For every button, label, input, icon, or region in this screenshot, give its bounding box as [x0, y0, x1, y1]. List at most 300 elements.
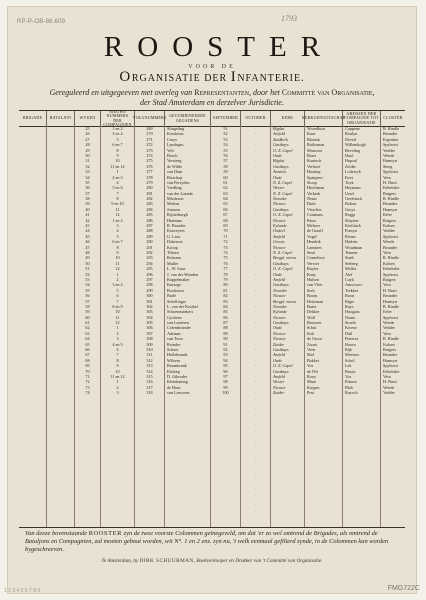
table-cell: Cuyk	[345, 276, 355, 282]
table-cell: 74	[85, 390, 90, 396]
table-cell-dot: ·	[254, 400, 257, 406]
table-cell: Adriaan	[167, 330, 181, 336]
table-cell: Nieuwe	[273, 201, 286, 207]
table-cell: R. Rindle	[383, 303, 400, 309]
table-cell: Alef	[345, 271, 353, 277]
table-cell-dot: ·	[254, 255, 257, 261]
table-cell-dot: ·	[254, 352, 257, 358]
table-cell: Kalsen	[383, 260, 395, 266]
table-cell: 69	[223, 223, 228, 229]
table-cell: 65	[223, 201, 228, 207]
table-cell-dot: ·	[254, 503, 257, 509]
table-cell: H. Bruit	[383, 379, 397, 385]
table-cell: Oude	[273, 325, 283, 331]
table-cell: Vos	[345, 373, 352, 379]
table-cell: 3 en 4	[112, 131, 123, 137]
table-cell: 272	[146, 142, 153, 148]
table-cell: Groote	[273, 239, 285, 245]
table-cell: 48	[85, 249, 90, 255]
table-cell: van Toon	[167, 336, 183, 342]
column-header: KERK	[271, 111, 305, 126]
column-header: NIEUWE NUMMERS DER COMPAGNIEN	[101, 111, 135, 126]
table-cell: Vein	[383, 373, 391, 379]
table-cell: Vedder	[383, 325, 395, 331]
table-cell: 7	[116, 352, 119, 358]
table-cell: 317	[146, 384, 153, 390]
table-cell: Schut	[307, 325, 317, 331]
table-cell: Nieuwe	[273, 336, 286, 342]
table-cell: Deveil	[345, 136, 357, 142]
table-cell-empty	[75, 520, 100, 525]
table-cell: Spyhorst	[383, 142, 398, 148]
table-cell: 52	[85, 271, 90, 277]
table-cell: Boulyn	[345, 131, 358, 137]
table-cell: Kieftinck	[345, 223, 361, 229]
table-cell: 55	[223, 147, 228, 153]
footer-part: Van deeze bovenstaande	[25, 530, 89, 537]
table-cell: Geelvinck	[345, 196, 363, 202]
table-cell: 8	[116, 244, 119, 250]
table-cell-dot: ·	[254, 357, 257, 363]
table-cell-dot: ·	[254, 244, 257, 250]
table-cell: 289	[146, 233, 153, 239]
table-cell: Zwart	[307, 341, 317, 347]
table-cell: de Groot	[307, 336, 322, 342]
table-cell: Eebelsder	[383, 185, 400, 191]
table-cell: 52	[223, 131, 228, 137]
table-cell: 82	[223, 293, 228, 299]
table-cell: Melsers	[307, 223, 321, 229]
table-cell: Vedder	[383, 390, 395, 396]
table-cell: 62	[85, 325, 90, 331]
table-cell-dot: ·	[254, 471, 257, 476]
table-cell: Pauw	[307, 217, 317, 223]
table-cell: 68	[223, 217, 228, 223]
table-cell: Gasthuys	[273, 206, 289, 212]
table-cell: 8	[116, 196, 119, 202]
table-cell: 275	[146, 158, 153, 164]
table-cell: 299	[146, 287, 153, 293]
table-cell: Gruys	[345, 206, 356, 212]
table-column	[381, 126, 405, 527]
table-cell: 51	[85, 266, 90, 272]
table-cell: 307	[146, 330, 153, 336]
table-cell-dot: ·	[254, 152, 257, 158]
table-cell: Verhoef	[307, 163, 321, 169]
table-cell: 61	[85, 320, 90, 326]
table-cell: Dakeroot	[167, 239, 183, 245]
table-column	[271, 126, 305, 527]
table-cell: Gasthuys	[273, 260, 289, 266]
table-cell: 71	[223, 233, 228, 239]
table-cell: 7	[116, 190, 119, 196]
table-cell-dot: ·	[254, 347, 257, 353]
table-cell: O. Z. Capel	[273, 212, 293, 218]
table-cell: 31	[85, 158, 90, 164]
table-cell: 4 en 5	[112, 341, 123, 347]
table-cell: 34	[85, 174, 90, 180]
table-cell-dot: ·	[254, 223, 257, 229]
table-cell: Bergpl. nieuw	[273, 298, 297, 304]
table-cell: Gasthuys	[273, 142, 289, 148]
table-cell: 25	[85, 126, 90, 131]
table-cell: 97	[223, 373, 228, 379]
table-cell-dot: ·	[254, 433, 257, 439]
table-cell: Wester	[273, 185, 285, 191]
table-cell: Amfeld	[273, 276, 285, 282]
table-cell: 33	[85, 169, 90, 175]
table-cell: 6 en 7	[112, 239, 123, 245]
table-cell-dot: ·	[254, 309, 257, 315]
table-cell: O. Z. Capel	[273, 147, 293, 153]
table-cell: Hamsyn	[383, 206, 397, 212]
table-column	[47, 126, 75, 527]
intro-part: Gereguleerd en uitgegeeven met overleg van	[49, 88, 195, 97]
table-cell: L. W. Suus	[167, 266, 186, 272]
table-cell: Weede	[383, 239, 395, 245]
table-cell: Amfeld	[273, 373, 285, 379]
table-cell: Willemkogh	[345, 142, 366, 148]
table-cell: Stadt	[345, 255, 354, 261]
table-cell-empty	[47, 520, 74, 525]
table-cell: Nieuwe	[273, 244, 286, 250]
table-cell: Versteeg	[167, 158, 182, 164]
table-cell: Eebelsder	[383, 266, 400, 272]
table-cell: Boon	[345, 293, 355, 299]
table-cell: 86	[223, 314, 228, 320]
table-cell: 38	[85, 196, 90, 202]
table-cell: Nieuwe	[273, 314, 286, 320]
table-cell: van Lanteren	[167, 320, 189, 326]
table-cell: 293	[146, 255, 153, 261]
table-cell: 66	[223, 206, 228, 212]
table-cell: 99	[223, 384, 228, 390]
table-cell-dot: ·	[254, 239, 257, 245]
table-cell: Boomkrank	[167, 363, 187, 369]
table-cell: 2	[116, 384, 119, 390]
table-cell: Keet	[345, 174, 353, 180]
table-cell: Tiboen	[167, 249, 179, 255]
table-cell: Oude	[273, 152, 283, 158]
shelf-mark: FMG722C	[387, 585, 420, 592]
table-cell: Ruys	[345, 303, 354, 309]
table-cell: Nauta	[345, 314, 355, 320]
table-cell: H. Bruit	[383, 287, 397, 293]
table-cell: 6	[116, 293, 119, 299]
table-cell: 77	[223, 266, 228, 272]
table-cell: 70	[223, 228, 228, 234]
table-cell-empty	[381, 520, 405, 525]
table-cell: 73	[85, 384, 90, 390]
table-cell: Zuidkerk	[273, 136, 288, 142]
table-cell: Eeler	[383, 309, 392, 315]
table-cell: Pietersz	[345, 336, 359, 342]
subtitle-initial-i: I	[230, 69, 238, 85]
table-cell: 74	[223, 249, 228, 255]
column-header: BRIGADE	[19, 111, 47, 126]
footer-rooster: ROOSTER	[88, 530, 123, 537]
column-header: WYKEN	[75, 111, 101, 126]
table-cell: Cornelisse	[307, 255, 325, 261]
table-cell: Verwer	[307, 260, 320, 266]
table-column	[19, 126, 47, 527]
table-cell: Noorder	[273, 196, 288, 202]
table-cell: 2	[116, 276, 119, 282]
table-cell: 1	[116, 379, 119, 385]
table-column	[75, 126, 101, 527]
table-cell: Oude	[273, 357, 283, 363]
table-cell-dot: ·	[254, 492, 257, 498]
table-cell: Melles	[345, 266, 357, 272]
table-cell: Weede	[383, 384, 395, 390]
table-cell: 301	[146, 298, 153, 304]
table-cell: 304	[146, 314, 153, 320]
table-cell: 279	[146, 179, 153, 185]
table-cell: 5	[116, 233, 119, 239]
table-cell: H. Bruit	[383, 179, 397, 185]
table-cell-empty	[271, 520, 304, 525]
table-cell: Eylande	[273, 309, 287, 315]
table-cell: Duits	[307, 201, 317, 207]
table-cell: Gasthuys	[273, 282, 289, 288]
table-cell: 5 en 6	[112, 185, 123, 191]
table-cell: 84	[223, 303, 228, 309]
table-cell: Amstels	[273, 169, 287, 175]
table-cell: Beunder	[383, 293, 398, 299]
table-cell: 58	[85, 303, 90, 309]
table-cell-dot: ·	[254, 158, 257, 164]
table-cell: Beveling	[345, 147, 361, 153]
table-cell: Gasthuys	[273, 320, 289, 326]
table-cell-dot: ·	[254, 508, 257, 514]
table-cell: Eylande	[273, 223, 287, 229]
table-cell-dot: ·	[254, 293, 257, 299]
table-cell: 67	[223, 212, 228, 218]
document-title: ROOSTER	[103, 31, 335, 63]
table-cell: 316	[146, 379, 153, 385]
table-cell: 312	[146, 357, 153, 363]
table-cell-empty	[135, 520, 164, 525]
table-cell: Nieuwe	[273, 217, 286, 223]
table-cell: 94	[223, 357, 228, 363]
table-cell: 91	[223, 341, 228, 347]
table-cell: Vein	[383, 330, 391, 336]
table-cell: Schol	[345, 357, 355, 363]
table-cell: Ruiltsman	[307, 142, 325, 148]
table-cell-dot: ·	[254, 201, 257, 207]
table-cell: 305	[146, 320, 153, 326]
table-cell: Amfeld	[273, 131, 285, 137]
table-cell-dot: ·	[254, 190, 257, 196]
table-cell: Ebart	[307, 152, 317, 158]
table-cell: Vedder	[383, 147, 395, 153]
table-cell: D. Gibroder	[167, 373, 188, 379]
table-cell: Nieuwe	[273, 330, 286, 336]
table-cell: 1 en 2	[112, 126, 123, 131]
intro-committe: Committé van Organisatie	[281, 88, 373, 97]
table-cell-dot: ·	[254, 444, 257, 450]
table-cell-dot: ·	[254, 427, 257, 433]
table-cell: Toyk	[345, 179, 354, 185]
table-cell: Bisschop	[167, 174, 183, 180]
table-cell: Bolten	[345, 201, 357, 207]
table-cell: Vein	[383, 249, 391, 255]
table-cell: 5	[116, 136, 119, 142]
table-header-row	[19, 110, 405, 127]
table-cell: Bijplat	[273, 126, 285, 131]
intro-part: ,	[372, 88, 375, 97]
table-cell-dot: ·	[254, 411, 257, 417]
table-cell: Wolf	[307, 314, 316, 320]
table-cell: Lyndegau	[167, 142, 184, 148]
table-cell: 79	[223, 276, 228, 282]
intro-representanten: Representanten	[194, 88, 249, 97]
table-cell-dot: ·	[254, 271, 257, 277]
table-cell: Harlem	[345, 239, 358, 245]
archive-mark: RP-P-OB-86.609	[17, 19, 66, 25]
table-cell: Spyhorst	[383, 233, 398, 239]
table-cell: 300	[146, 293, 153, 299]
table-cell: Rooy	[307, 373, 317, 379]
table-cell: Ondeel	[273, 228, 286, 234]
table-cell-dot: ·	[254, 454, 257, 460]
table-cell: 3 en 4	[112, 282, 123, 288]
table-cell: Sieberg	[345, 260, 358, 266]
table-cell: de Wit	[307, 368, 319, 374]
table-cell: 60	[223, 174, 228, 180]
table-cell: Steeg	[383, 163, 393, 169]
table-cell: Kessleton	[167, 131, 184, 137]
table-cell: 8 en 9	[112, 303, 123, 309]
footer-part: zyn de twee voorste Colommen geïnegeveld, om dat 'er zo wel omtrend de Brigades, als omtrend de Bataljons en Compagnien, zal moeten gebout worden, wit N°. 1 en 2 enz. zyn nu, 't welk eenmaal gefilterd zynde, in de Colommen kan worden bygeschreeven.	[25, 530, 389, 553]
table-cell: 6 en 7	[112, 142, 123, 148]
table-cell: Velt	[167, 147, 174, 153]
table-cell: Rutgers	[383, 276, 397, 282]
table-cell: 69	[85, 363, 90, 369]
intro-part: , door het	[248, 88, 282, 97]
table-cell-dot: ·	[254, 196, 257, 202]
table-cell: Haaring	[307, 169, 321, 175]
table-cell: Lodewyk	[345, 169, 361, 175]
table-cell-empty	[101, 520, 134, 525]
table-cell-dot: ·	[254, 217, 257, 223]
table-cell: Ergenhot	[383, 136, 399, 142]
table-cell: Verkerk	[307, 190, 321, 196]
table-cell: Smit	[307, 249, 315, 255]
table-cell: Beunder	[383, 244, 398, 250]
table-cell: 11 en 12	[110, 163, 125, 169]
table-cell: Kappelmaker	[167, 276, 190, 282]
table-cell: 282	[146, 196, 153, 202]
table-cell: Rijpe	[345, 298, 355, 304]
table-cell: R. Brouder	[167, 223, 186, 229]
table-cell-dot: ·	[254, 476, 257, 482]
table-cell: 296	[146, 271, 153, 277]
table-cell: 4	[116, 228, 119, 234]
broadside-sheet	[7, 6, 417, 594]
table-cell-dot: ·	[254, 320, 257, 326]
table-cell: 5	[116, 287, 119, 293]
table-cell: Maas	[307, 379, 317, 385]
table-cell-dot: ·	[254, 368, 257, 374]
table-cell: Hollebrands	[167, 352, 188, 358]
table-cell: 71	[85, 373, 90, 379]
table-cell: Zelder	[345, 163, 356, 169]
table-cell: Woordhuis	[307, 126, 326, 131]
table-cell: 42	[85, 217, 90, 223]
table-cell: 70	[85, 368, 90, 374]
table-cell: 87	[223, 320, 228, 326]
table-column	[101, 126, 135, 527]
table-cell: 313	[146, 363, 153, 369]
table-cell: Veen	[307, 347, 316, 353]
column-header: GRENZEN DER COMPAGNIE TOT ORGANISATIE	[343, 111, 381, 126]
table-cell-dot: ·	[254, 373, 257, 379]
column-header: BATALJON	[47, 111, 75, 126]
table-cell: Reitsma	[167, 255, 181, 261]
table-cell: 4	[116, 179, 119, 185]
table-cell: 66	[85, 347, 90, 353]
table-cell: Hoorn	[345, 341, 356, 347]
table-cell: 274	[146, 152, 153, 158]
table-cell: 294	[146, 260, 153, 266]
table-cell: 89	[223, 330, 228, 336]
table-cell: Visscher	[307, 206, 322, 212]
table-cell: Rutgers	[383, 190, 397, 196]
table-cell: Hamsyn	[383, 357, 397, 363]
table-column	[135, 126, 165, 527]
table-cell: Dull	[345, 330, 353, 336]
table-cell-dot: ·	[254, 497, 257, 503]
table-cell: Rijsterburgh	[167, 212, 188, 218]
table-cell: Vredling	[167, 185, 182, 191]
table-cell: Gysberts	[167, 314, 182, 320]
table-cell: 46	[85, 239, 90, 245]
table-cell: Nieuwe	[273, 293, 286, 299]
table-cell: 63	[223, 190, 228, 196]
table-cell: Weede	[383, 320, 395, 326]
table-cell-dot: ·	[254, 417, 257, 423]
table-cell: 76	[223, 260, 228, 266]
table-cell: G. Lans	[167, 233, 181, 239]
table-cell: 281	[146, 190, 153, 196]
table-cell: van Persyden	[167, 179, 190, 185]
table-column	[241, 126, 271, 527]
table-cell: Bosch	[167, 152, 178, 158]
table-cell: 59	[85, 309, 90, 315]
table-cell: Batlé	[167, 293, 176, 299]
table-cell-dot: ·	[254, 514, 257, 520]
table-cell: 88	[223, 325, 228, 331]
table-cell-dot: ·	[254, 465, 257, 471]
table-cell: O. Z. Capel	[273, 363, 293, 369]
table-cell-dot: ·	[254, 363, 257, 369]
table-column	[165, 126, 211, 527]
table-cell: 90	[223, 336, 228, 342]
table-cell: Rutgers	[383, 217, 397, 223]
table-cell-dot: ·	[254, 460, 257, 466]
table-cell: 26	[85, 131, 90, 137]
table-cell: 98	[223, 379, 228, 385]
table-cell: Kaas	[307, 131, 316, 137]
table-cell: 295	[146, 266, 153, 272]
table-cell: van Dam	[167, 169, 183, 175]
table-cell: 63	[85, 330, 90, 336]
table-cell: 308	[146, 336, 153, 342]
table-cell: 8	[116, 357, 119, 363]
table-cell: 269	[146, 126, 153, 131]
table-cell: 65	[85, 341, 90, 347]
